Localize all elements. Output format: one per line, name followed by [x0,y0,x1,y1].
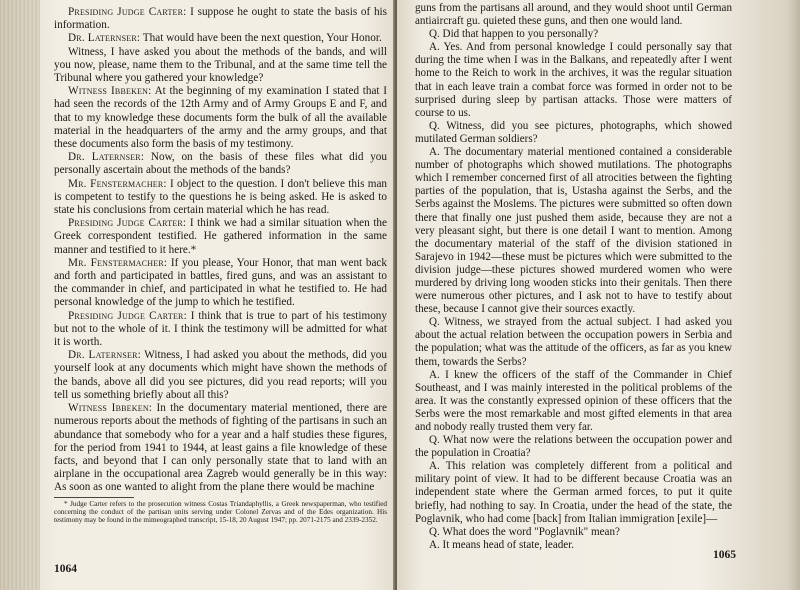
page-number-left: 1064 [54,563,77,575]
testimony-paragraph: A. Yes. And from personal knowledge I could personally say that during the time when I was in the Balkans, and repeatedly after I went home to the Reich to work in the archives, it was the regular situation that in each leave train a combat force was formed in order not to be surprised during sleep by partisan attacks. Those were matters of course to us. [415,41,732,119]
testimony-paragraph [54,310,387,350]
speaker-name: Witness Ibbeken: [68,85,152,98]
paragraph-text: I object to the question. I don't believe this man is competent to testify to the questions he is being asked. He is asked to state his conclusions from certain material which he has read. [54,177,388,217]
testimony-paragraph [54,349,387,402]
speaker-name: Mr. Fenstermacher: [68,177,167,190]
testimony-paragraph: guns from the partisans all around, and they would shoot until German antiaircraft gu. quieted these guns, and then one would land. [415,2,732,28]
footnote: * Judge Carter refers to the prosecution witness Costas Triandaphyllis, a Greek newspaperman, who testified concerning the conduct of the partisan units serving under Colonel Zervas and of the Edes organization. His testimony may be found in the mimeographed transcript, 15-18, 20 August 1947; pp. 2071-2175 and 2339-2352. [54,499,387,525]
testimony-paragraph: Q. Witness, did you see pictures, photographs, which showed mutilated German soldiers? [415,119,732,145]
paragraph-text: I suppose he ought to state the basis of his information. [54,6,388,32]
speaker-name: Presiding Judge Carter: [68,6,187,18]
paragraph-text: I think we had a similar situation when the Greek correspondent testified. He gathered information in the same manner and testified to it here.* [54,217,387,256]
testimony-paragraph [54,32,387,45]
testimony-paragraph [54,46,387,86]
testimony-paragraph [54,151,387,177]
testimony-paragraph: Q. Did that happen to you personally? [429,28,599,41]
testimony-paragraph [54,402,387,494]
left-page-text [54,6,387,495]
testimony-paragraph: A. The documentary material mentioned contained a considerable number of photographs which showed mutilations. The photographs which I remember concerned first of all atrocities between the fighting parties of the population, that is, Ustasha against the Serbs, and the Serbs against the Moslems. The pictures were submitted so often down there that finally one just pushed them aside, because they are not a very pleasant sight, but there is one detail I want to mention. Among the documentary material of the staff of the division stationed in Sarajevo in 1942—these must be pictures which were submitted to the division judge—these pictures showed murdered women who were murdered by driving long wooden sticks into their genitals. Then there were numerous other pictures, and I ask not to have to testify about these, because I cannot give their sources exactly. [415,146,732,316]
testimony-paragraph: A. This relation was completely different from a political and military point of view. It had to be different because Croatia was an independent state where the German armed forces, to put it quite briefly, had nothing to say. In Croatia, under the head of the state, the Poglavnik, who had come [back] from Italian immigration [exile]— [415,460,732,525]
right-page [397,0,800,590]
testimony-paragraph: Q. Witness, we strayed from the actual subject. I had asked you about the actual relation between the occupation powers in Serbia and the population; what was the attitude of the officers, as far as you knew them, towards the Serbs? [415,316,732,368]
left-page [0,0,395,590]
paragraph-text: Witness, I have asked you about the methods of the bands, and will you now, please, name them to the Tribunal, and at the same time tell the Tribunal where you gathered your knowledge? [54,45,387,85]
speaker-name: Presiding Judge Carter: [68,309,187,322]
speaker-name: Dr. Laternser: [68,349,141,362]
testimony-paragraph [54,178,387,218]
footnote-rule [54,497,134,498]
testimony-paragraph: A. I knew the officers of the staff of the Commander in Chief Southeast, and I was mainly interested in the political problems of the area. It was the constantly expressed opinion of these officers that the Serbs were the most remarkable and most gifted elements in that area and nobody really trusted them very far. [415,368,732,433]
speaker-name: Presiding Judge Carter: [68,217,187,230]
speaker-name: Mr. Fenstermacher: [68,256,168,269]
right-page-text [415,2,732,552]
paragraph-text: If you please, Your Honor, that man went back and forth and participated in battles, fired guns, and was an assistant to the commander in chief, and participated in what he testified to. He had personal knowledge of the jump to which he testified. [54,256,387,309]
paragraph-text: Witness, I had asked you about the methods, did you yourself look at any documents which might have shown the methods of the bands, above all did you see pictures, did you read reports; will you tell us something briefly about all this? [54,349,387,401]
testimony-paragraph [54,6,387,32]
testimony-paragraph: A. It means head of state, leader. [429,538,575,551]
speaker-name: Witness Ibbeken: [68,402,153,415]
paragraph-text: That would have been the next question, Your Honor. [140,32,382,45]
speaker-name: Dr. Laternser: [68,32,141,45]
paragraph-text: At the beginning of my examination I stated that I had seen the records of the 12th Army and of Army Groups E and F, and that to my knowledge these documents form the bulk of all the available material in the headquarters of the army and the army groups, and that these documents also form the basis of my testimony. [54,85,387,151]
paragraph-text: I think that is true to part of his testimony but not to the whole of it. I think the testimony will be admitted for what it is worth. [54,309,387,349]
testimony-paragraph [54,257,387,310]
testimony-paragraph [54,85,387,151]
page-number-right: 1065 [713,549,736,561]
testimony-paragraph: Q. What now were the relations between the occupation power and the population in Croatia? [415,434,732,460]
testimony-paragraph: Q. What does the word "Poglavnik" mean? [429,525,620,538]
paragraph-text: Now, on the basis of these files what did you personally ascertain about the methods of the bands? [54,151,387,177]
page-edge-shadow [0,0,40,590]
testimony-paragraph [54,217,387,257]
speaker-name: Dr. Laternser: [68,151,145,164]
paragraph-text: In the documentary material mentioned, there are numerous reports about the methods of fighting of the partisans in such an abundance that somebody who for a year and a half studies these figures, for the period from 1941 to 1944, at least gains a file knowledge of these facts, and beyond that I can only personally state that to land with an airplane in the occupational area Zagreb would generally be in this way: As soon as one wanted to alight from the plane there would be machine [54,402,387,494]
